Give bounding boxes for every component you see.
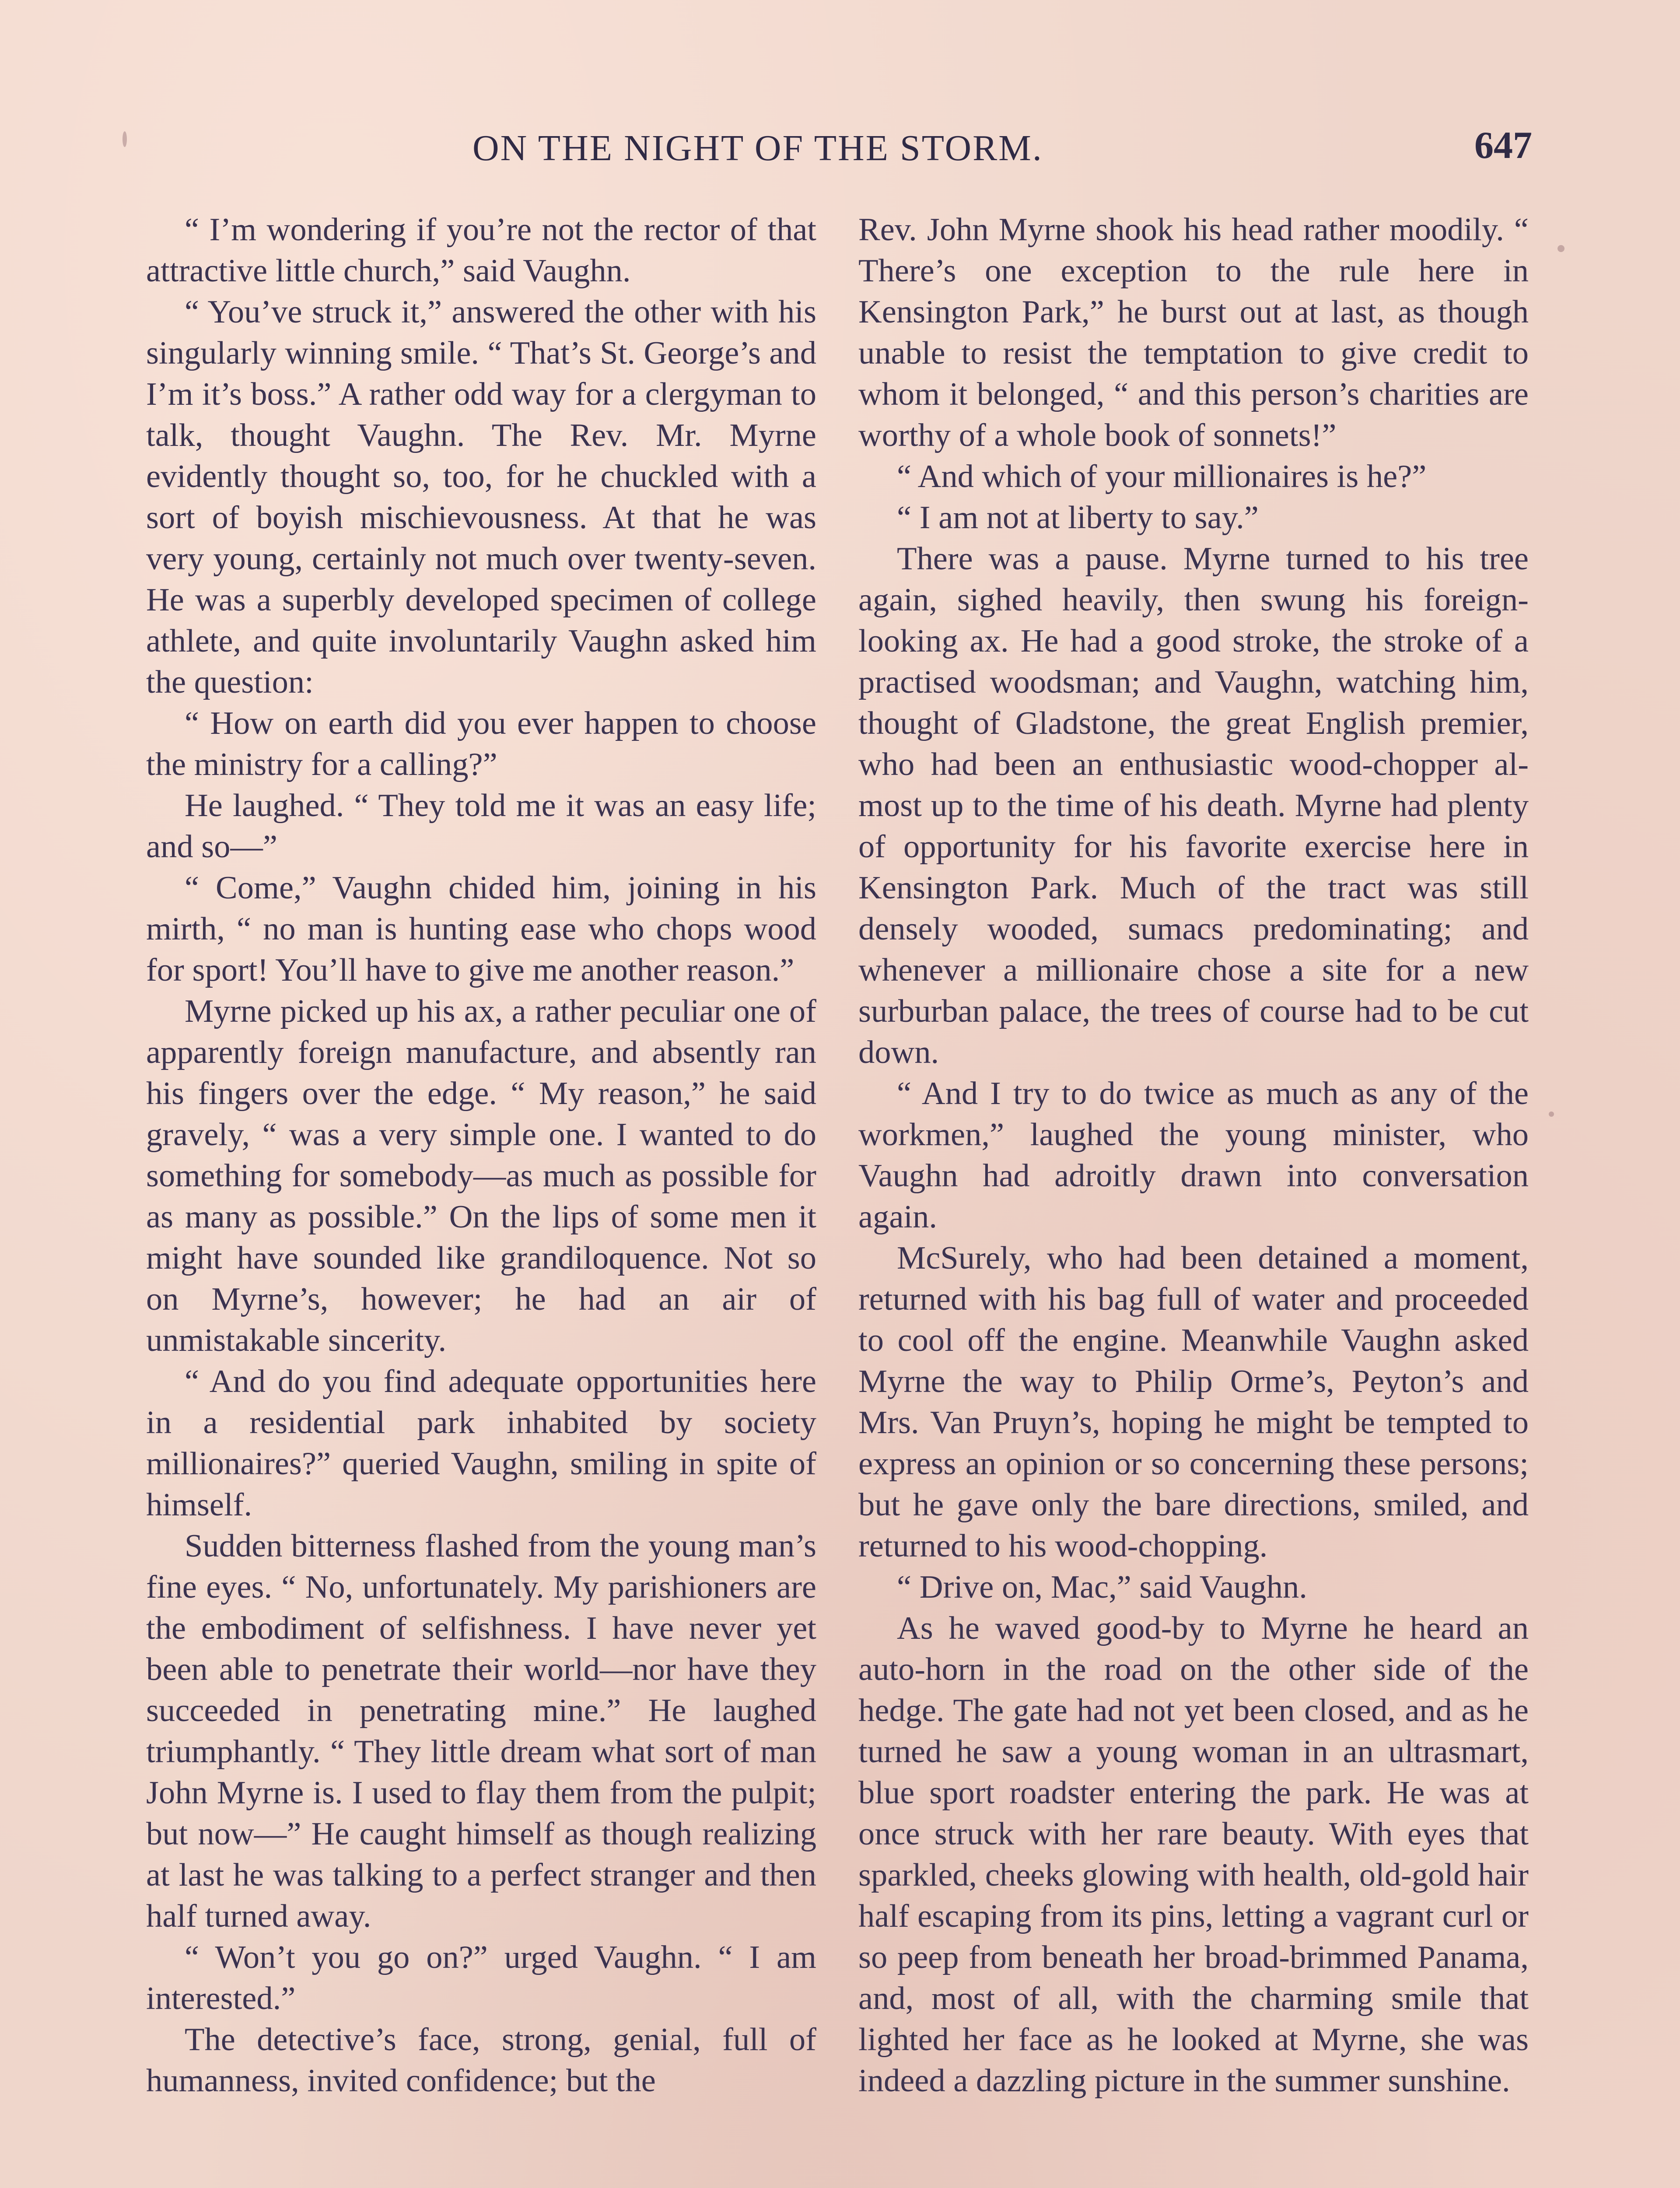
paragraph: McSurely, who had been detained a moment, returned with his bag full of water and proceeded to cool off the engine. Meanwhile Vaughn asked Myrne the way to Philip Orme’s, Peyton’s and Mrs. Van Pruyn’s, hoping he might be tempted to express an opinion or so concerning these persons; but he gave only the bare directions, smiled, and returned to his wood-chopping. <box>858 1240 1529 1564</box>
paragraph: As he waved good-by to Myrne he heard an auto-horn in the road on the other side of the hedge. The gate had not yet been closed, and as he turned he saw a young woman in an ultrasmart, blue sport roadster entering the park. He was at once struck with her rare beauty. With eyes that sparkled, cheeks glowing with health, old-gold hair half escaping from its pins, letting a vagrant curl or so peep from beneath her broad-brimmed Panama, and, most of all, with the charming smile that lighted her face as he looked at Myrne, she was indeed a dazzling picture in the summer sunshine. <box>858 1610 1529 2099</box>
paper-speck <box>1549 1112 1554 1117</box>
paragraph: Sudden bitterness flashed from the young man’s fine eyes. “ No, unfortunately. My parishioners are the embodiment of selfishness. I have never yet been able to penetrate their world—nor have they succeeded in penetrating mine.” He laughed triumphantly. “ They little dream what sort of man John Myrne is. I used to flay them from the pulpit; but now—” He caught himself as though realizing at last he was talking to a perfect stranger and then half turned away. <box>146 1528 816 1934</box>
paper-speck <box>1558 245 1564 252</box>
paragraph: “ Drive on, Mac,” said Vaughn. <box>897 1569 1307 1605</box>
paragraph: “ I am not at liberty to say.” <box>897 500 1259 536</box>
paragraph: Myrne picked up his ax, a rather peculiar one of apparently foreign manufacture, and absently ran his fingers over the edge. “ My reason,” he said gravely, “ was a very simple one. I wanted to do something for somebody—as much as possible for as many as possible.” On the lips of some men it might have sounded like grandiloquence. Not so on Myrne’s, however; he had an air of unmistakable sincerity. <box>146 993 816 1358</box>
paragraph: “ And I try to do twice as much as any of the workmen,” laughed the young minister, who Vaughn had adroitly drawn into conversation again. <box>858 1076 1529 1235</box>
paragraph: There was a pause. Myrne turned to his tree again, sighed heavily, then swung his foreign-looking ax. He had a good stroke, the stroke of a practised woodsman; and Vaughn, watching him, thought of Gladstone, the great English premier, who had been an enthusiastic wood-chopper almost up to the time of his death. Myrne had plenty of opportunity for his favorite exercise here in Kensington Park. Much of the tract was still densely wooded, sumacs predominating; and whenever a millionaire chose a site for a new surburban palace, the trees of course had to be cut down. <box>858 541 1529 1070</box>
paragraph: Rev. John Myrne shook his head rather moodily. “ There’s one exception to the rule here in Kensington Park,” he burst out at last, as though unable to resist the temptation to give credit to whom it belonged, “ and this person’s charities are worthy of a whole book of sonnets!” <box>858 212 1529 453</box>
paragraph: “ And which of your millionaires is he?” <box>897 459 1427 494</box>
paragraph: “ You’ve struck it,” answered the other with his singularly winning smile. “ That’s St. George’s and I’m it’s boss.” A rather odd way for a clergyman to talk, thought Vaughn. The Rev. Mr. Myrne evidently thought so, too, for he chuckled with a sort of boyish mischievousness. At that he was very young, certainly not much over twenty-seven. He was a superbly developed specimen of college athlete, and quite involuntarily Vaughn asked him the question: <box>146 294 816 700</box>
paragraph: “ And do you find adequate opportunities here in a residential park inhabited by society millionaires?” queried Vaughn, smiling in spite of himself. <box>146 1364 816 1523</box>
left-column <box>146 209 816 2188</box>
paragraph: “ Come,” Vaughn chided him, joining in his mirth, “ no man is hunting ease who chops wood for sport! You’ll have to give me another reason.” <box>146 870 816 988</box>
page-number: 647 <box>1474 124 1532 167</box>
right-column <box>858 209 1529 2188</box>
paragraph: The detective’s face, strong, genial, full of humanness, invited confidence; but the <box>146 2022 816 2099</box>
paragraph: “ Won’t you go on?” urged Vaughn. “ I am interested.” <box>146 1939 816 2016</box>
paragraph: He laughed. “ They told me it was an easy life; and so—” <box>146 788 816 865</box>
paragraph: “ How on earth did you ever happen to choose the ministry for a calling?” <box>146 705 816 782</box>
running-header: ON THE NIGHT OF THE STORM. <box>472 128 1043 168</box>
paper-speck <box>122 131 127 147</box>
paragraph: “ I’m wondering if you’re not the rector of that attractive little church,” said Vaughn. <box>146 212 816 289</box>
